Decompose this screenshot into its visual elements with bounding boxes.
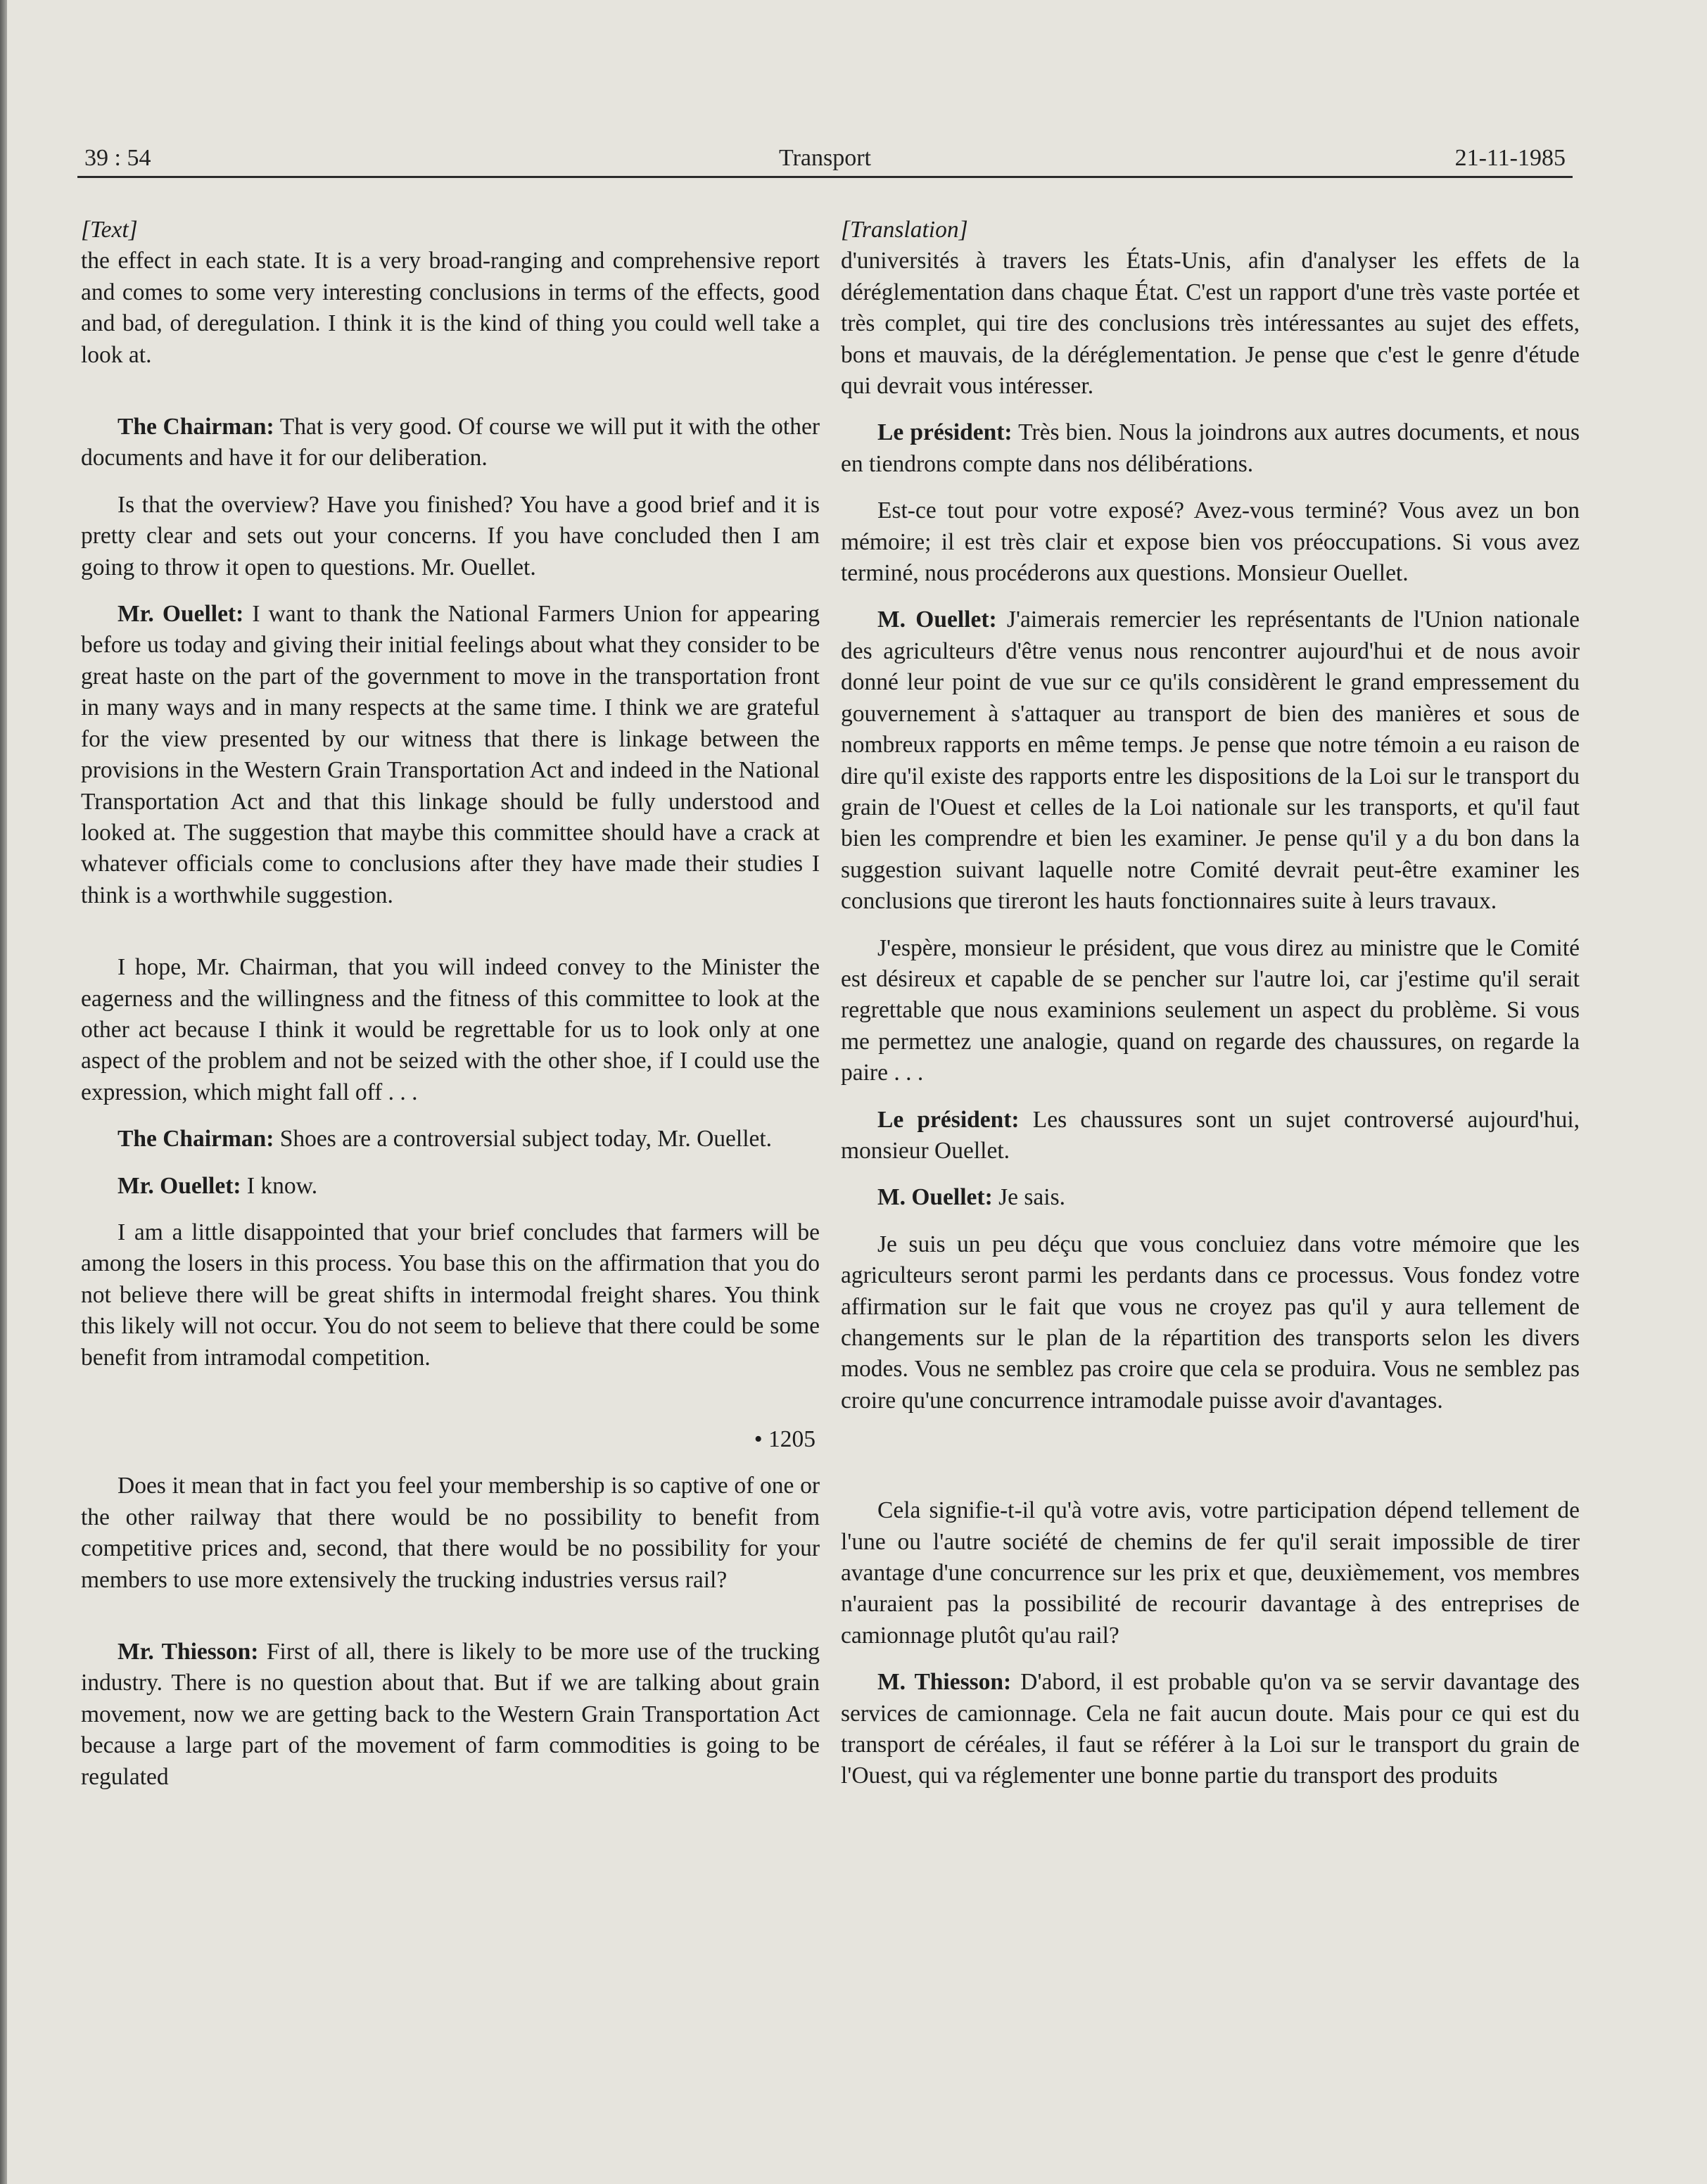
paragraph: d'universités à travers les États-Unis, afin d'analyser les effets de la déréglementation dans chaque État. C'est un rapport d'une très vaste portée et très complet, qui tire des conclusions très intéressantes au sujet des effets, bons et mauvais, de la déréglementation. Je pense que c'est le genre d'étude qui devrait vous intéresser. bbox=[841, 248, 1580, 400]
paragraph: Does it mean that in fact you feel your membership is so captive of one or the other railway that there would be no possibility to benefit from competitive prices and, second, that there would be no possibility for your members to use more extensively the trucking industries versus rail? bbox=[81, 1473, 820, 1593]
speech-text: J'aimerais remercier les représentants de l'Union nationale des agriculteurs d'être venus nous rencontrer aujourd'hui et de nous avoir donné leur point de vue sur ce qu'ils considèrent le grand empressement du gouvernement à s'attaquer au transport de bien des manières et sous de nombreux rapports en même temps. Je pense que notre témoin a eu raison de dire qu'il existe des rapports entre les dispositions de la Loi sur le transport du grain de l'Ouest et celles de la Loi nationale sur les transports, et qu'il faut bien les comprendre et bien les examiner. Je pense qu'il y a du bon dans la suggestion suivant laquelle notre Comité devrait peut-être examiner les conclusions que tireront les hauts fonctionnaires suite à leurs travaux. bbox=[841, 607, 1580, 915]
paragraph bbox=[841, 604, 1580, 917]
paragraph bbox=[81, 1171, 820, 1202]
paragraph: I am a little disappointed that your brief concludes that farmers will be among the losers in this process. You base this on the affirmation that you do not believe there will be great shifts in intermodal freight shares. You think this likely will not occur. You do not seem to believe that there could be some benefit from intramodal competition. bbox=[81, 1219, 820, 1371]
paragraph bbox=[841, 1667, 1580, 1792]
time-stamp: 1205 bbox=[768, 1426, 816, 1452]
paragraph bbox=[841, 417, 1580, 480]
paragraph: Is that the overview? Have you finished? You have a good brief and it is pretty clear and sets out your concerns. If you have concluded then I am going to throw it open to questions. Mr. Ouellet. bbox=[81, 491, 820, 580]
paragraph bbox=[841, 1105, 1580, 1167]
page-edge-shadow bbox=[0, 0, 7, 2184]
paragraph bbox=[81, 1637, 820, 1793]
paragraph: Cela signifie-t-il qu'à votre avis, votre participation dépend tellement de l'une ou l'autre société de chemins de fer qu'il serait impossible de tirer avantage d'une concurrence sur les prix et que, deuxièmement, vos membres n'auraient pas la possibilité de recourir davantage à des entreprises de camionnage plutôt qu'au rail? bbox=[841, 1497, 1580, 1649]
paragraph: I hope, Mr. Chairman, that you will indeed convey to the Minister the eagerness and the willingness and the fitness of this committee to look at the other act because I think it would be regrettable for us to look only at one aspect of the problem and not be seized with the other shoe, if I could use the expression, which might fall off . . . bbox=[81, 954, 820, 1105]
page-header bbox=[77, 141, 1573, 178]
english-column bbox=[81, 215, 820, 1808]
speaker-name: M. Ouellet: bbox=[877, 1184, 993, 1211]
speech-text: Shoes are a controversial subject today, Mr. Ouellet. bbox=[274, 1126, 773, 1153]
bullet-icon: • bbox=[754, 1426, 763, 1452]
paragraph: J'espère, monsieur le président, que vous direz au ministre que le Comité est désireux et capable de se pencher sur l'autre loi, car j'estime qu'il serait regrettable que nous examinions seulement un aspect du problème. Si vous me permettez une analogie, quand on regarde des chaussures, on regarde la paire . . . bbox=[841, 934, 1580, 1086]
paragraph: Je suis un peu déçu que vous concluiez dans votre mémoire que les agriculteurs seront parmi les perdants dans ce processus. Vous fondez votre affirmation sur le fait que vous ne croyez pas qu'il y aura tellement de changements sur le plan de la répartition des transports selon les divers modes. Vous ne semblez pas croire que cela se produira. Vous ne semblez pas croire qu'une concurrence intramodale puisse avoir d'avantages. bbox=[841, 1231, 1580, 1414]
speech-text: I want to thank the National Farmers Union for appearing before us today and giving their initial feelings about what they consider to be great haste on the part of the government to move in the transportation front in many ways and in many respects at the same time. I think we are grateful for the view presented by our witness that there is linkage between the provisions in the Western Grain Transportation Act and indeed in the National Transportation Act and that this linkage should be fully understood and looked at. The suggestion that maybe this committee should have a crack at whatever officials come to conclusions after they have made their studies I think is a worthwhile suggestion. bbox=[81, 601, 820, 908]
speaker-name: Mr. Ouellet: bbox=[118, 1172, 241, 1199]
french-column bbox=[841, 215, 1580, 1808]
speaker-name: Le président: bbox=[877, 1106, 1020, 1133]
paragraph bbox=[81, 1124, 820, 1155]
paragraph: the effect in each state. It is a very broad-ranging and comprehensive report and comes to some very interesting conclusions in terms of the effects, good and bad, of deregulation. I think it is the kind of thing you could well take a look at. bbox=[81, 248, 820, 368]
page-number: 39 : 54 bbox=[84, 145, 151, 171]
speech-text: Je sais. bbox=[992, 1184, 1066, 1211]
speech-text: D'abord, il est probable qu'on va se servir davantage des services de camionnage. Cela ne fait aucun doute. Mais pour ce qui est du transport de céréales, il faut se référer à la Loi sur le transport du grain de l'Ouest, qui va réglementer une bonne partie du transport des produits bbox=[841, 1669, 1580, 1789]
paragraph bbox=[81, 599, 820, 911]
speaker-name: Mr. Thiesson: bbox=[118, 1639, 259, 1665]
paragraph: Est-ce tout pour votre exposé? Avez-vous terminé? Vous avez un bon mémoire; il est très clair et expose bien vos préoccupations. Si vous avez terminé, nous procéderons aux questions. Monsieur Ouellet. bbox=[841, 497, 1580, 587]
speaker-name: The Chairman: bbox=[118, 414, 274, 440]
speaker-name: Mr. Ouellet: bbox=[118, 601, 244, 628]
page-date: 21-11-1985 bbox=[1454, 145, 1566, 171]
paragraph bbox=[841, 1182, 1580, 1213]
time-marker bbox=[81, 1424, 820, 1455]
speech-text: That is very good. Of course we will put it with the other documents and have it for our deliberation. bbox=[81, 414, 820, 471]
speaker-name: The Chairman: bbox=[118, 1126, 274, 1153]
column-label: [Text] bbox=[81, 217, 138, 243]
speaker-name: M. Thiesson: bbox=[877, 1669, 1012, 1696]
speaker-name: Le président: bbox=[877, 419, 1013, 446]
speech-text: I know. bbox=[241, 1172, 318, 1199]
speech-text: First of all, there is likely to be more use of the trucking industry. There is no question about that. But if we are talking about grain movement, now we are getting back to the Western Grain Transportation Act because a large part of the movement of farm commodities is going to be regulated bbox=[81, 1639, 820, 1790]
column-label: [Translation] bbox=[841, 217, 968, 243]
speech-text: Très bien. Nous la joindrons aux autres documents, et nous en tiendrons compte dans nos délibérations. bbox=[841, 419, 1580, 477]
paragraph bbox=[81, 412, 820, 474]
speech-text: Les chaussures sont un sujet controversé aujourd'hui, monsieur Ouellet. bbox=[841, 1106, 1580, 1164]
page-title: Transport bbox=[779, 145, 871, 171]
speaker-name: M. Ouellet: bbox=[877, 607, 997, 633]
